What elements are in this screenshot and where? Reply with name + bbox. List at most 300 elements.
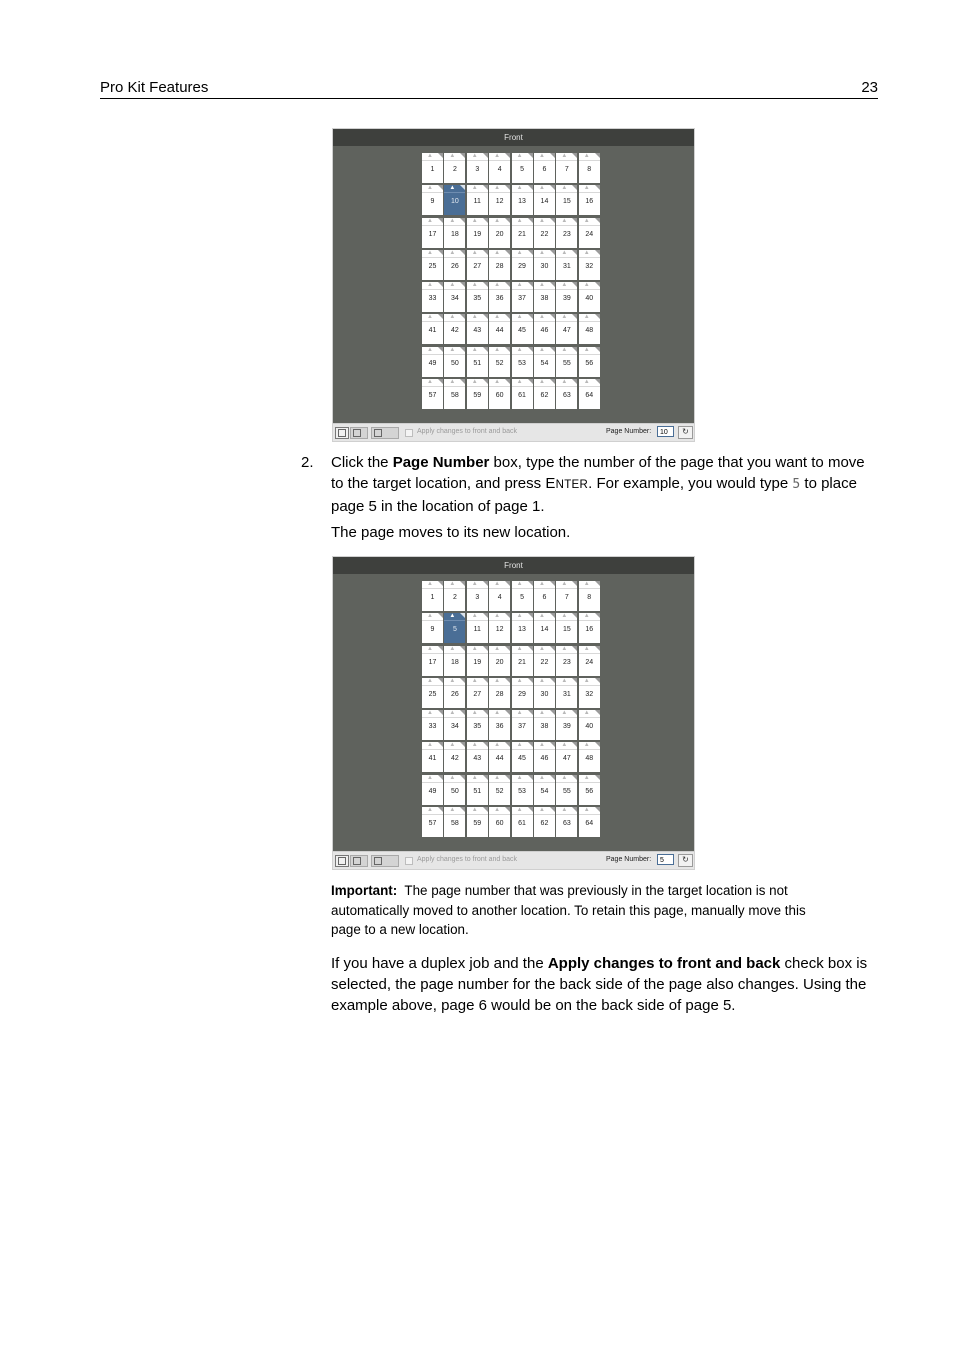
page-thumbnail[interactable] [512, 379, 533, 409]
page-thumbnail[interactable] [512, 807, 533, 837]
thumbnail-header [579, 775, 600, 783]
page-thumbnail[interactable] [556, 710, 577, 740]
page-thumbnail[interactable] [422, 153, 443, 183]
page-thumbnail[interactable] [534, 581, 555, 611]
page-thumbnail[interactable] [422, 347, 443, 377]
page-thumbnail[interactable] [556, 613, 577, 643]
thumbnail-header [556, 379, 577, 387]
page-thumbnail[interactable] [534, 613, 555, 643]
page-thumbnail[interactable] [534, 218, 555, 248]
fold-corner-icon [483, 581, 488, 586]
arrow-up-icon: ▲ [427, 677, 433, 684]
single-page-view-button[interactable] [335, 855, 349, 867]
page-thumbnail[interactable] [467, 807, 488, 837]
page-thumbnail[interactable] [512, 775, 533, 805]
page-thumbnail[interactable] [467, 282, 488, 312]
page-thumbnail[interactable] [512, 153, 533, 183]
page-thumbnail[interactable] [444, 185, 465, 215]
arrow-up-icon: ▲ [561, 613, 568, 620]
arrow-up-icon: ▲ [538, 645, 545, 652]
arrow-up-icon: ▲ [494, 710, 501, 717]
arrow-up-icon: ▲ [471, 774, 478, 781]
page-thumbnail[interactable] [556, 282, 577, 312]
page-thumbnail[interactable] [467, 379, 488, 409]
page-thumbnail[interactable] [512, 347, 533, 377]
page-thumbnail[interactable] [444, 581, 465, 611]
page-thumbnail[interactable] [512, 282, 533, 312]
page-thumbnail[interactable] [422, 807, 443, 837]
page-thumbnail-number: 8 [587, 166, 592, 173]
page-thumbnail[interactable] [489, 710, 510, 740]
page-thumbnail[interactable] [467, 742, 488, 772]
arrow-up-icon: ▲ [538, 742, 545, 749]
page-thumbnail[interactable] [489, 218, 510, 248]
page-thumbnail-number: 60 [495, 820, 504, 828]
arrow-up-icon: ▲ [471, 677, 478, 684]
arrow-up-icon: ▲ [561, 249, 568, 256]
fold-corner-icon [505, 581, 510, 586]
page-thumbnail-number: 43 [473, 327, 482, 335]
fold-corner-icon [595, 282, 600, 287]
page-thumbnail[interactable] [444, 153, 465, 183]
thumbnail-header [444, 742, 465, 750]
fold-corner-icon [483, 742, 488, 747]
fold-corner-icon [505, 742, 510, 747]
panel-title: Front [333, 557, 694, 574]
thumbnail-header [422, 678, 443, 686]
page-thumbnail-number: 60 [495, 392, 504, 400]
page-thumbnail[interactable] [444, 379, 465, 409]
arrow-up-icon: ▲ [538, 613, 545, 620]
arrow-up-icon: ▲ [494, 185, 501, 192]
page-thumbnail[interactable] [422, 282, 443, 312]
page-thumbnail[interactable] [534, 646, 555, 676]
page-thumbnail-number: 9 [430, 626, 435, 634]
thumbnail-header [422, 153, 443, 161]
fold-corner-icon [460, 250, 465, 255]
fold-corner-icon [572, 347, 577, 352]
page-thumbnail[interactable] [556, 775, 577, 805]
page-thumbnail[interactable] [534, 282, 555, 312]
arrow-up-icon: ▲ [471, 710, 478, 717]
arrow-up-icon: ▲ [494, 153, 501, 159]
page-thumbnail[interactable] [534, 379, 555, 409]
fold-corner-icon [505, 185, 510, 190]
fold-corner-icon [550, 581, 555, 586]
fold-corner-icon [438, 613, 443, 618]
arrow-up-icon: ▲ [516, 346, 523, 353]
page-thumbnail[interactable] [534, 250, 555, 280]
thumbnail-header [556, 347, 577, 355]
page-thumbnail[interactable] [556, 581, 577, 611]
page-thumbnail[interactable] [422, 742, 443, 772]
refresh-icon[interactable]: ↻ [678, 426, 693, 439]
page-thumbnail[interactable] [489, 613, 510, 643]
page-thumbnail-number: 46 [540, 327, 549, 335]
page-thumbnail[interactable] [444, 347, 465, 377]
page-thumbnail[interactable] [579, 250, 600, 280]
imposition-screenshot-before [333, 129, 694, 441]
arrow-up-icon: ▲ [538, 346, 545, 353]
arrow-up-icon: ▲ [561, 282, 568, 289]
page-thumbnail[interactable] [556, 218, 577, 248]
page-thumbnail[interactable] [534, 807, 555, 837]
fold-corner-icon [483, 282, 488, 287]
page-thumbnail-number: 34 [450, 295, 459, 303]
page-thumbnail-number: 21 [518, 658, 526, 666]
thumbnail-header [512, 678, 533, 686]
thumbnail-header [422, 347, 443, 355]
fold-corner-icon [528, 807, 533, 812]
page-thumbnail[interactable] [489, 775, 510, 805]
arrow-up-icon: ▲ [471, 185, 478, 192]
page-thumbnail[interactable] [512, 250, 533, 280]
thumbnail-header [422, 742, 443, 750]
page-thumbnail-number: 38 [540, 723, 549, 731]
page-number-label: Page Number: [606, 856, 652, 863]
page-thumbnail-number: 43 [473, 755, 482, 763]
thumbnail-header [422, 218, 443, 226]
thumbnail-header [489, 347, 510, 355]
page-thumbnail[interactable] [556, 153, 577, 183]
page-thumbnail[interactable] [489, 379, 510, 409]
page-thumbnail[interactable] [444, 710, 465, 740]
page-thumbnail[interactable] [556, 250, 577, 280]
thumbnail-header [489, 185, 510, 193]
page-thumbnail[interactable] [579, 613, 600, 643]
page-thumbnail[interactable] [534, 347, 555, 377]
page-thumbnail[interactable] [467, 185, 488, 215]
fold-corner-icon [460, 646, 465, 651]
thumbnail-header [444, 678, 465, 686]
page-thumbnail[interactable] [512, 581, 533, 611]
page-thumbnail[interactable] [512, 185, 533, 215]
refresh-icon[interactable]: ↻ [678, 854, 693, 867]
thumbnail-header [556, 581, 577, 589]
page-thumbnail-number: 61 [518, 820, 526, 828]
arrow-up-icon: ▲ [494, 645, 501, 652]
page-thumbnail[interactable] [467, 153, 488, 183]
fold-corner-icon [505, 218, 510, 223]
page-thumbnail[interactable] [422, 646, 443, 676]
page-thumbnail[interactable] [579, 347, 600, 377]
fold-corner-icon [460, 347, 465, 352]
thumbnail-header [444, 613, 465, 621]
page-thumbnail-number: 30 [540, 690, 549, 698]
page-thumbnail[interactable] [467, 775, 488, 805]
page-thumbnail[interactable] [444, 775, 465, 805]
arrow-up-icon: ▲ [449, 346, 456, 353]
page-thumbnail[interactable] [444, 250, 465, 280]
page-thumbnail[interactable] [579, 379, 600, 409]
page-thumbnail[interactable] [534, 314, 555, 344]
page-thumbnail[interactable] [444, 807, 465, 837]
apply-changes-checkbox[interactable] [405, 857, 413, 865]
page-thumbnail[interactable] [534, 710, 555, 740]
fold-corner-icon [505, 282, 510, 287]
page-thumbnail[interactable] [556, 742, 577, 772]
thumbnail-header [512, 347, 533, 355]
arrow-up-icon: ▲ [561, 581, 568, 587]
page-thumbnail-number: 11 [473, 626, 481, 634]
page-thumbnail-number: 14 [540, 198, 549, 206]
arrow-up-icon: ▲ [494, 742, 501, 749]
page-thumbnail[interactable] [556, 347, 577, 377]
duplex-paragraph: If you have a duplex job and the Apply changes to front and back check box is selected, the page number for the back side of the page also changes. Using the example above, page 6 would be on the back side of page 5. [331, 955, 868, 1014]
fold-corner-icon [505, 250, 510, 255]
thumbnail-header [489, 613, 510, 621]
thumbnail-header [444, 646, 465, 654]
page-thumbnail-number: 34 [450, 723, 459, 731]
apply-changes-label: Apply changes to front and back [417, 856, 518, 863]
page-thumbnail[interactable] [422, 581, 443, 611]
fold-corner-icon [550, 613, 555, 618]
thumbnail-header [422, 581, 443, 589]
page-thumbnail[interactable] [422, 775, 443, 805]
thumbnail-header [444, 379, 465, 387]
page-thumbnail[interactable] [489, 282, 510, 312]
fold-corner-icon [550, 807, 555, 812]
page-thumbnail[interactable] [512, 742, 533, 772]
page-thumbnail-number: 28 [495, 690, 504, 698]
fold-corner-icon [528, 775, 533, 780]
fold-corner-icon [505, 347, 510, 352]
thumbnail-header [556, 314, 577, 322]
arrow-up-icon: ▲ [471, 613, 478, 620]
fold-corner-icon [595, 678, 600, 683]
arrow-up-icon: ▲ [538, 314, 545, 321]
page-thumbnail-number: 26 [450, 262, 459, 270]
thumbnail-header [422, 807, 443, 815]
page-thumbnail-number: 44 [495, 755, 504, 763]
page-thumbnail[interactable] [422, 250, 443, 280]
page-thumbnail[interactable] [512, 646, 533, 676]
arrow-up-icon: ▲ [583, 677, 590, 684]
page-thumbnail[interactable] [489, 185, 510, 215]
page-thumbnail[interactable] [467, 347, 488, 377]
page-thumbnail-number: 49 [428, 787, 437, 795]
page-thumbnail-number: 45 [518, 327, 526, 335]
page-thumbnail[interactable] [489, 646, 510, 676]
fold-corner-icon [505, 807, 510, 812]
thumbnail-header [444, 314, 465, 322]
page-thumbnail[interactable] [512, 613, 533, 643]
page-thumbnail[interactable] [534, 185, 555, 215]
page-thumbnail-number: 4 [497, 594, 502, 601]
fold-corner-icon [528, 347, 533, 352]
page-thumbnail[interactable] [579, 742, 600, 772]
thumbnail-header [489, 153, 510, 161]
thumbnail-header [512, 314, 533, 322]
spread-view-button[interactable] [350, 427, 368, 439]
thumbnail-header [556, 218, 577, 226]
page-thumbnail-number: 49 [428, 359, 437, 367]
page-thumbnail[interactable] [444, 314, 465, 344]
thumbnail-header [444, 581, 465, 589]
thumbnail-header [467, 775, 488, 783]
thumbnail-header [579, 613, 600, 621]
page-thumbnail-number: 29 [518, 262, 526, 270]
arrow-up-icon: ▲ [516, 314, 523, 321]
page-thumbnail[interactable] [556, 646, 577, 676]
apply-changes-checkbox[interactable] [405, 429, 413, 437]
page-thumbnail-number: 57 [428, 820, 437, 828]
arrow-up-icon: ▲ [427, 742, 433, 749]
page-thumbnail[interactable] [579, 646, 600, 676]
page-thumbnail-number: 5 [520, 166, 525, 173]
fold-corner-icon [572, 153, 577, 158]
thumbnail-header [467, 250, 488, 258]
page-thumbnail[interactable] [444, 646, 465, 676]
page-thumbnail[interactable] [579, 314, 600, 344]
multi-page-view-button[interactable] [371, 427, 399, 439]
page-thumbnail[interactable] [422, 613, 443, 643]
fold-corner-icon [438, 742, 443, 747]
page-thumbnail[interactable] [534, 742, 555, 772]
single-page-view-button[interactable] [335, 427, 349, 439]
thumbnail-header [489, 250, 510, 258]
page-thumbnail[interactable] [534, 678, 555, 708]
arrow-up-icon: ▲ [561, 346, 568, 353]
page-thumbnail[interactable] [467, 218, 488, 248]
multi-page-view-button[interactable] [371, 855, 399, 867]
page-thumbnail[interactable] [444, 742, 465, 772]
page-thumbnail[interactable] [579, 710, 600, 740]
page-thumbnail[interactable] [467, 710, 488, 740]
page-thumbnail[interactable] [422, 185, 443, 215]
page-number-input[interactable]: 10 [657, 426, 674, 437]
spread-view-button[interactable] [350, 855, 368, 867]
fold-corner-icon [505, 678, 510, 683]
page-thumbnail[interactable] [467, 678, 488, 708]
fold-corner-icon [438, 646, 443, 651]
thumbnail-header [534, 379, 555, 387]
page-thumbnail-number: 13 [518, 198, 526, 206]
page-thumbnail[interactable] [556, 678, 577, 708]
arrow-up-icon: ▲ [583, 153, 590, 159]
page-number-input[interactable]: 5 [657, 854, 674, 865]
arrow-up-icon: ▲ [516, 249, 523, 256]
thumbnail-header [534, 678, 555, 686]
page-thumbnail[interactable] [444, 678, 465, 708]
thumbnail-header [512, 613, 533, 621]
page-thumbnail[interactable] [467, 581, 488, 611]
page-thumbnail[interactable] [556, 185, 577, 215]
fold-corner-icon [483, 153, 488, 158]
thumbnail-header [534, 710, 555, 718]
page-icon [338, 429, 346, 437]
thumbnail-header [422, 613, 443, 621]
page-thumbnail-number: 3 [475, 594, 480, 601]
page-thumbnail[interactable] [512, 710, 533, 740]
page-thumbnail-number: 48 [585, 755, 594, 763]
page-thumbnail[interactable] [422, 710, 443, 740]
page-thumbnail[interactable] [489, 678, 510, 708]
page-thumbnail[interactable] [422, 379, 443, 409]
page-thumbnail[interactable] [444, 613, 465, 643]
page-thumbnail[interactable] [512, 314, 533, 344]
page-thumbnail[interactable] [579, 153, 600, 183]
page-thumbnail[interactable] [489, 153, 510, 183]
fold-corner-icon [483, 678, 488, 683]
arrow-up-icon: ▲ [583, 249, 590, 256]
page-thumbnail[interactable] [579, 807, 600, 837]
thumbnail-header [444, 218, 465, 226]
thumbnail-header [556, 613, 577, 621]
page-thumbnail[interactable] [534, 775, 555, 805]
fold-corner-icon [505, 153, 510, 158]
fold-corner-icon [438, 282, 443, 287]
page-thumbnail[interactable] [489, 250, 510, 280]
thumbnail-header [467, 807, 488, 815]
page-thumbnail[interactable] [556, 807, 577, 837]
page-thumbnail-number: 63 [562, 820, 571, 828]
arrow-up-icon: ▲ [471, 581, 478, 587]
arrow-up-icon: ▲ [449, 581, 456, 587]
fold-corner-icon [438, 678, 443, 683]
arrow-up-icon: ▲ [583, 379, 590, 386]
page-thumbnail[interactable] [579, 185, 600, 215]
page-thumbnail[interactable] [489, 314, 510, 344]
page-thumbnail[interactable] [422, 678, 443, 708]
page-thumbnail-number: 64 [585, 392, 594, 400]
thumbnail-header [534, 613, 555, 621]
fold-corner-icon [595, 314, 600, 319]
page-thumbnail[interactable] [489, 807, 510, 837]
page-thumbnail[interactable] [579, 581, 600, 611]
page-thumbnail[interactable] [467, 646, 488, 676]
page-thumbnail[interactable] [489, 347, 510, 377]
page-thumbnail-number: 27 [473, 690, 482, 698]
thumbnail-header [579, 807, 600, 815]
page-thumbnail[interactable] [422, 218, 443, 248]
page-thumbnail[interactable] [422, 314, 443, 344]
fold-corner-icon [528, 742, 533, 747]
panel-toolbar [333, 423, 694, 441]
page-thumbnail-number: 23 [562, 658, 571, 666]
page-thumbnail[interactable] [467, 250, 488, 280]
thumbnail-header [512, 710, 533, 718]
page-thumbnail[interactable] [579, 678, 600, 708]
page-thumbnail[interactable] [579, 775, 600, 805]
page-thumbnail[interactable] [579, 282, 600, 312]
arrow-up-icon: ▲ [538, 807, 545, 814]
page-thumbnail[interactable] [467, 314, 488, 344]
page-thumbnail[interactable] [467, 613, 488, 643]
page-thumbnail[interactable] [444, 218, 465, 248]
thumbnail-header [579, 581, 600, 589]
page-thumbnail[interactable] [489, 581, 510, 611]
thumbnail-header [444, 807, 465, 815]
page-thumbnail[interactable] [489, 742, 510, 772]
thumbnail-header [556, 282, 577, 290]
page-thumbnail[interactable] [556, 379, 577, 409]
arrow-up-icon: ▲ [583, 645, 590, 652]
page-thumbnail[interactable] [512, 678, 533, 708]
page-thumbnail-number: 46 [540, 755, 549, 763]
thumbnail-header [556, 153, 577, 161]
arrow-up-icon: ▲ [471, 153, 478, 159]
page-thumbnail[interactable] [556, 314, 577, 344]
arrow-up-icon: ▲ [516, 742, 523, 749]
thumbnail-header [579, 678, 600, 686]
page-thumbnail[interactable] [534, 153, 555, 183]
page-thumbnail[interactable] [512, 218, 533, 248]
page-thumbnail-number: 8 [587, 594, 592, 601]
page-thumbnail[interactable] [444, 282, 465, 312]
page-thumbnail[interactable] [579, 218, 600, 248]
page-thumbnail-number: 22 [540, 230, 549, 238]
